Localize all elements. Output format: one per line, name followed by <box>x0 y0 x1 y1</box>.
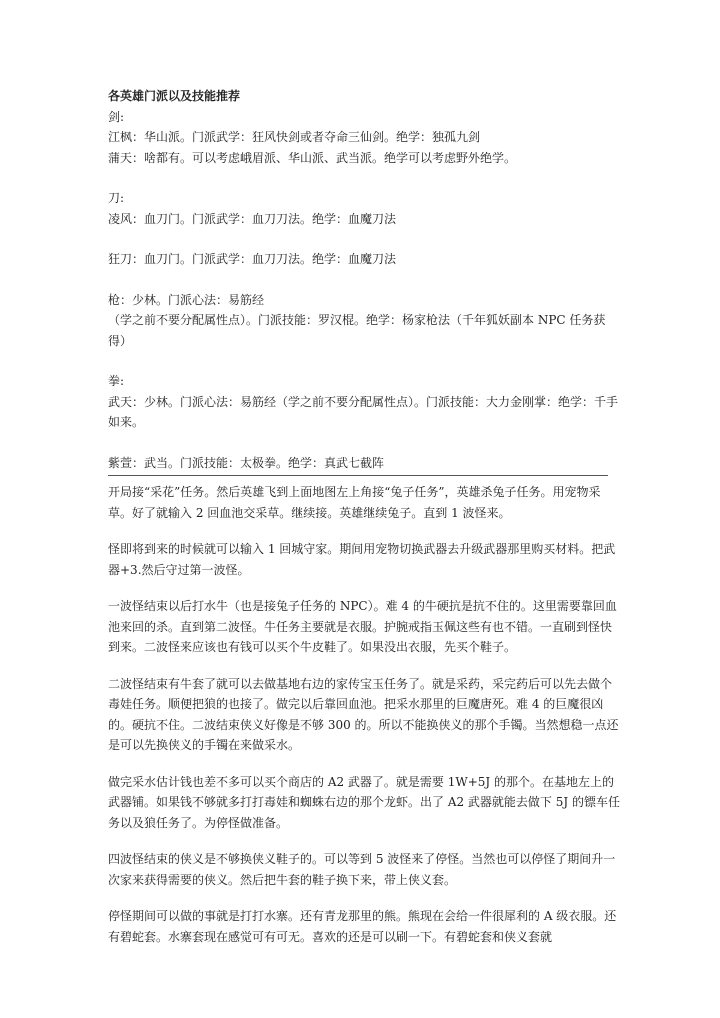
sword-heading: 剑: <box>108 109 125 124</box>
fist-line-2: 紫萱：武当。门派技能：太极拳。绝学：真武七截阵 <box>108 455 385 470</box>
section-divider <box>108 475 608 476</box>
blade-heading: 刀: <box>108 191 125 205</box>
guide-paragraph: 怪即将到来的时候就可以输入 1 回城守家。期间用宠物切换武器去升级武器那里购买材料。把武器+3.然后守过第一波怪。 <box>108 542 616 577</box>
document-title: 各英雄门派以及技能推荐 <box>108 89 241 103</box>
guide-paragraph: 做完采水估计钱也差不多可以买个商店的 A2 武器了。就是需要 1W+5J 的那个。在基地左上的武器铺。如果钱不够就多打打毒娃和蜘蛛右边的那个龙虾。出了 A2 武器就能去做下 5J 的镖车任务以及狼任务了。为停怪做准备。 <box>108 774 621 830</box>
blade-line-2: 狂刀：血刀门。门派武学：血刀刀法。绝学：血魔刀法 <box>108 252 397 266</box>
guide-paragraph: 二波怪结束有牛套了就可以去做基地右边的家传宝玉任务了。就是采药，采完药后可以先去做个毒娃任务。顺便把狼的也接了。做完以后靠回血池。把采水那里的巨魔唐死。难 4 的巨魔很凶的。硬抗不住。二波结束侠义好像是不够 300 的。所以不能换侠义的那个手镯。当然想稳一点还是可以先换侠义的手镯在来做采水。 <box>108 676 619 752</box>
guide-paragraph: 开局接“采花”任务。然后英雄飞到上面地图左上角接“兔子任务”，英雄杀兔子任务。用宠物采草。好了就输入 2 回血池交采草。继续接。英雄继续兔子。直到 1 波怪来。 <box>108 485 601 520</box>
fist-heading: 拳: <box>108 374 125 388</box>
sword-line-2: 蒲天：啥都有。可以考虑峨眉派、华山派、武当派。绝学可以考虑野外绝学。 <box>108 150 517 165</box>
guide-paragraph: 四波怪结束的侠义是不够换侠义鞋子的。可以等到 5 波怪来了停怪。当然也可以停怪了期间升一次家来获得需要的侠义。然后把牛套的鞋子换下来，带上侠义套。 <box>108 852 616 887</box>
spear-line-1: 枪：少林。门派心法：易筋经 <box>108 292 265 307</box>
guide-paragraph: 一波怪结束以后打水牛（也是接兔子任务的 NPC）。难 4 的牛硬抗是抗不住的。这里需要靠回血池来回的杀。直到第二波怪。牛任务主要就是衣服。护腕戒指玉佩这些有也不错。一直刷到怪快到来。二波怪来应该也有钱可以买个牛皮鞋了。如果没出衣服，先买个鞋子。 <box>108 599 617 654</box>
blade-line-1: 凌风：血刀门。门派武学：血刀刀法。绝学：血魔刀法 <box>108 211 397 226</box>
sword-line-1: 江枫：华山派。门派武学：狂风快剑或者夺命三仙剑。绝学：独孤九剑 <box>108 130 481 144</box>
fist-line-1: 武天：少林。门派心法：易筋经（学之前不要分配属性点）。门派技能：大力金刚掌：绝学：千手如来。 <box>108 394 619 429</box>
spear-line-2: （学之前不要分配属性点）。门派技能：罗汉棍。绝学：杨家枪法（千年狐妖副本 NPC 任务获得） <box>108 313 606 348</box>
document-body <box>108 86 620 947</box>
guide-paragraph: 停怪期间可以做的事就是打打水寨。还有青龙那里的熊。熊现在会给一件很犀利的 A 级衣服。还有碧蛇套。水寨套现在感觉可有可无。喜欢的还是可以刷一下。有碧蛇套和侠义套就 <box>108 909 617 944</box>
